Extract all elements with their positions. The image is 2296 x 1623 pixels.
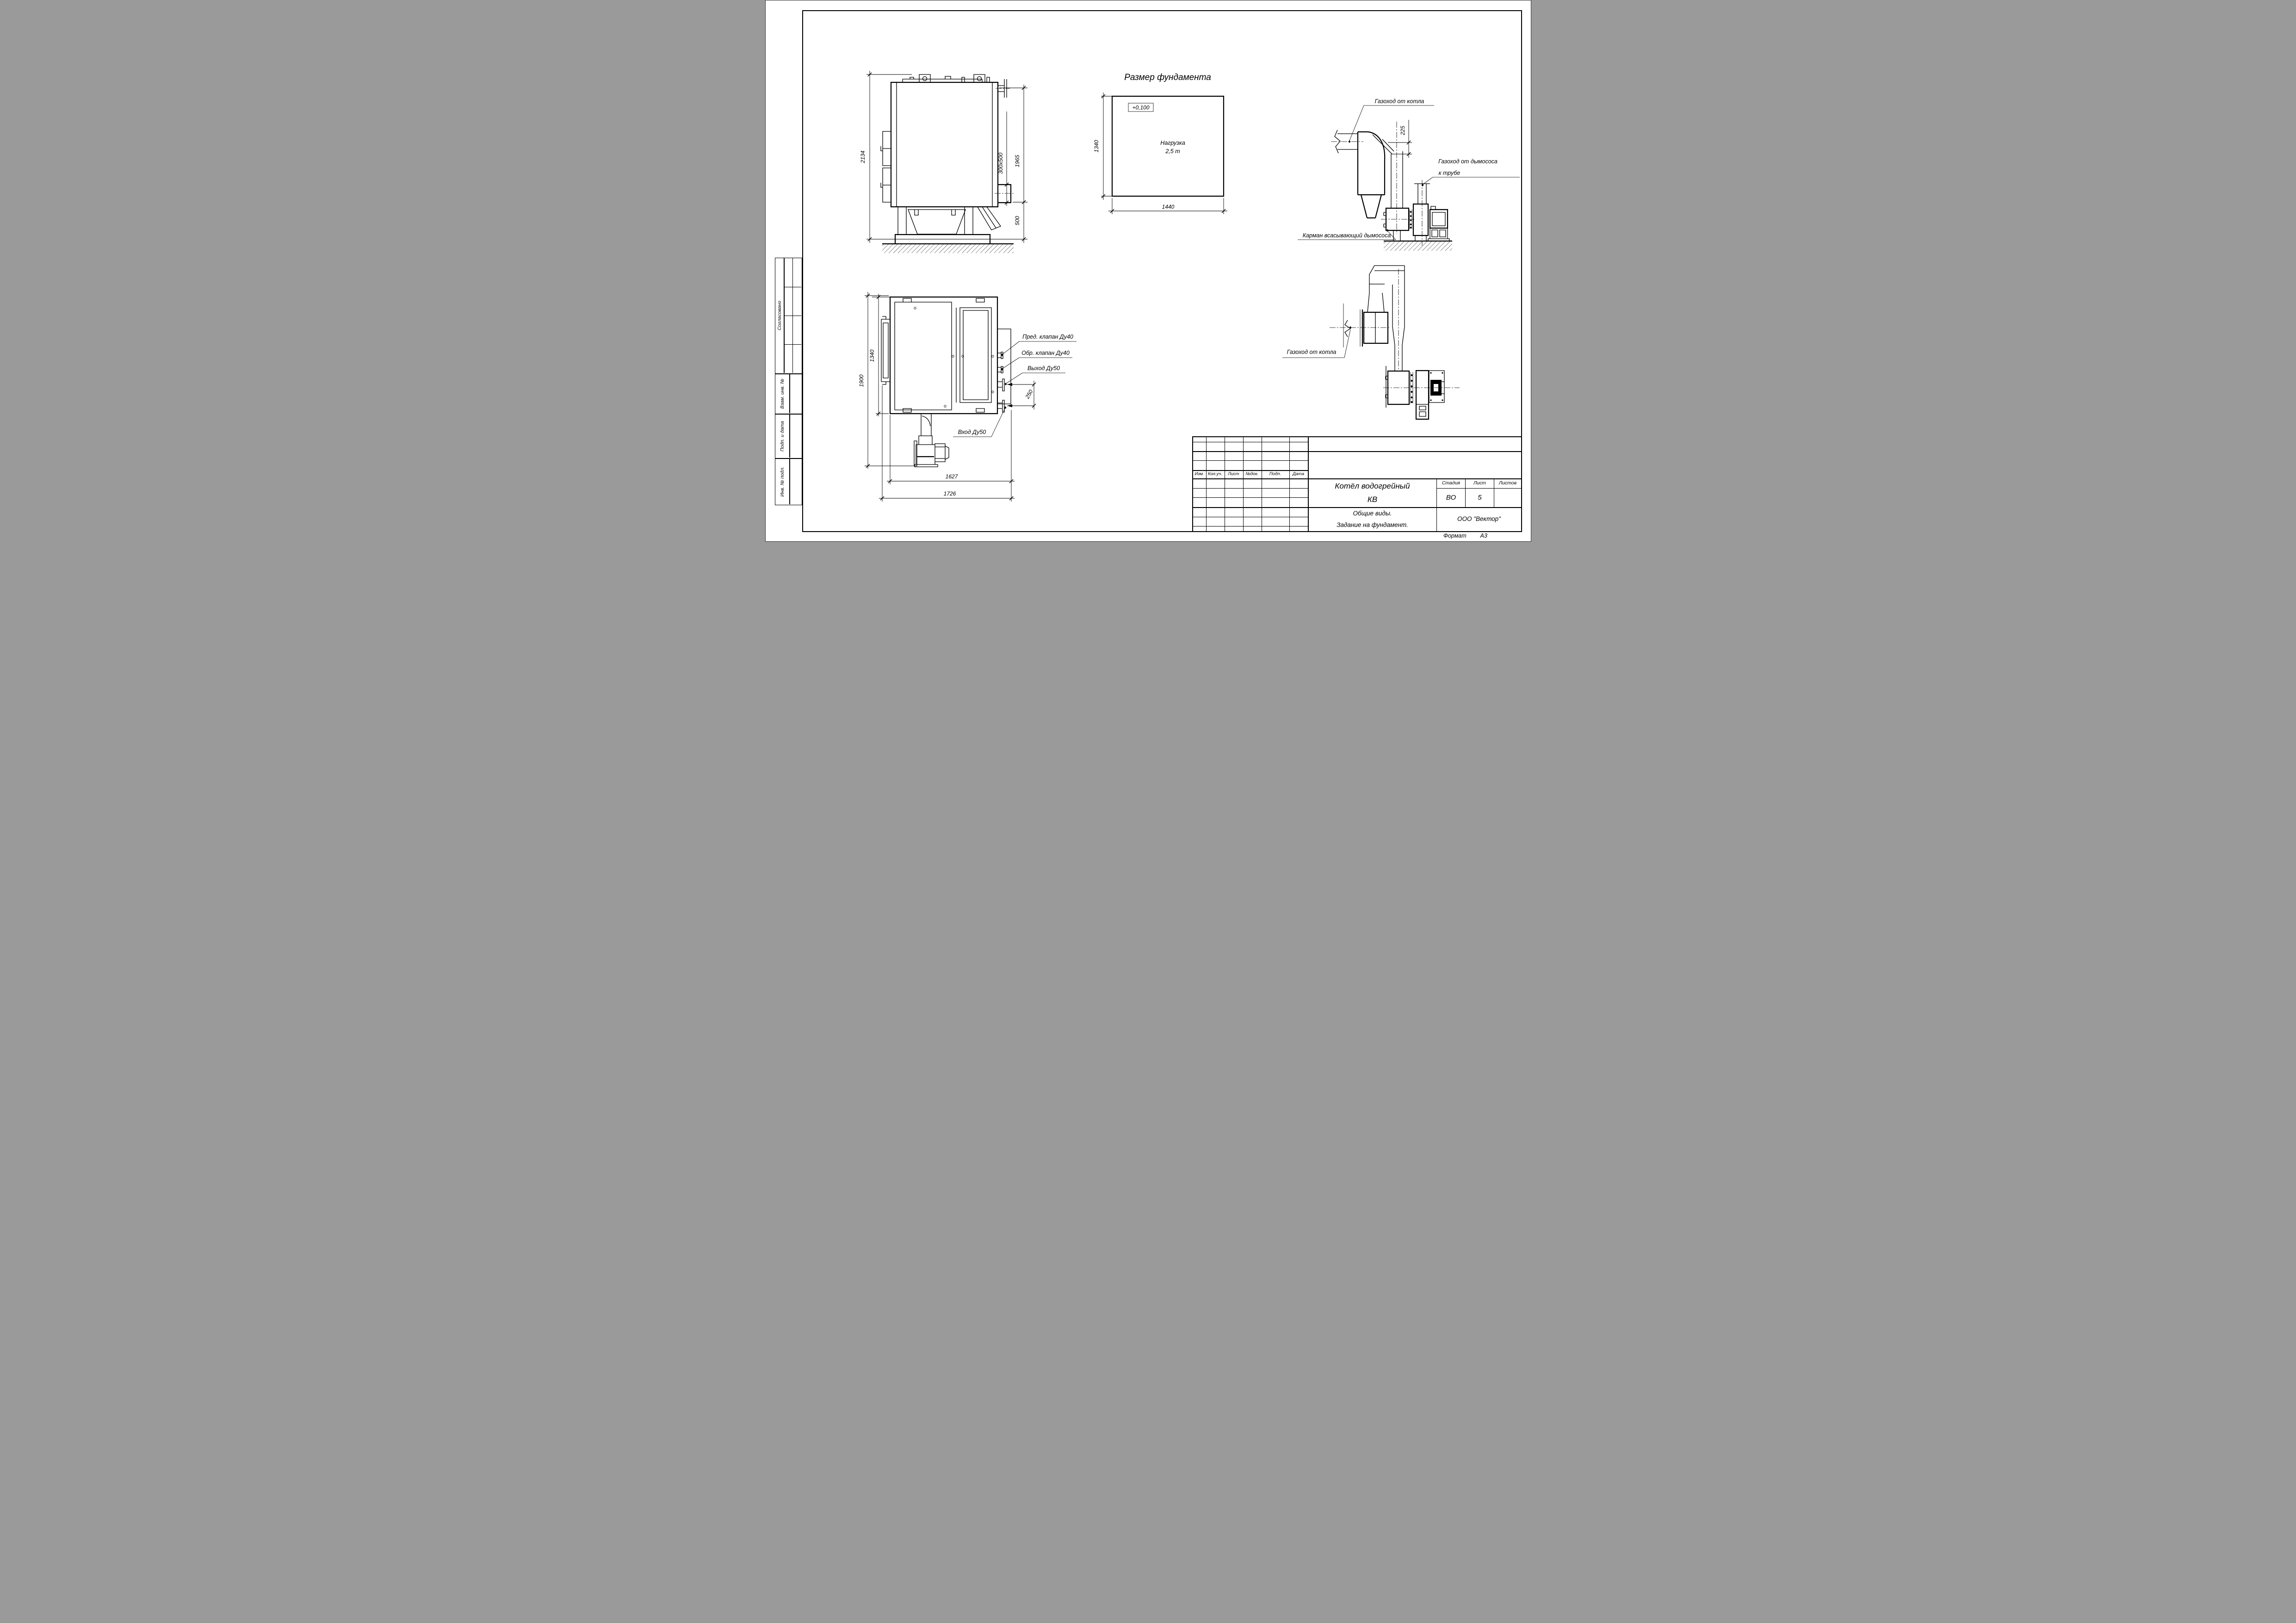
dim-225: 225 xyxy=(1399,125,1406,136)
label-flue-from-boiler: Газоход от котла xyxy=(1374,98,1424,105)
flue-elevation-view xyxy=(1298,98,1520,251)
sign-date-label: Подп. и дата xyxy=(779,421,785,452)
boiler-plan-view xyxy=(858,292,1077,502)
leader-arrow-plan xyxy=(1349,326,1351,329)
format-label: Формат xyxy=(1443,533,1467,539)
approved-label: Согласовано xyxy=(776,300,782,331)
plan-elbow xyxy=(1368,266,1405,371)
leader-flue-to-stack xyxy=(1423,177,1520,185)
flue-elbow xyxy=(1373,135,1430,241)
tb-col-koluch: Кол.уч. xyxy=(1208,471,1222,477)
flue-plan-view xyxy=(1282,266,1460,419)
label-flue-to-stack-1: Газоход от дымососа xyxy=(1438,158,1498,165)
tb-doc-title-line2: КВ xyxy=(1367,495,1378,504)
tb-stage-label: Стадия xyxy=(1442,480,1461,486)
fan-motor-details xyxy=(1428,206,1449,241)
flange-bolt xyxy=(1411,374,1412,376)
format-value: А3 xyxy=(1480,533,1487,539)
level-mark: +0,100 xyxy=(1132,104,1150,111)
load-line2: 2,5 т xyxy=(1165,148,1180,155)
plan-bolt xyxy=(944,405,946,407)
flange-bolt xyxy=(1410,223,1411,225)
plan-bolt xyxy=(991,391,993,393)
cyclone xyxy=(1358,132,1385,218)
frame-bolt xyxy=(1442,372,1443,373)
plan-fan-foot xyxy=(1416,404,1429,416)
tb-col-data: Дата xyxy=(1292,471,1305,477)
dim-500: 500 xyxy=(1014,216,1021,226)
label-inlet: Вход Ду50 xyxy=(958,429,986,435)
flange-bolt xyxy=(1410,219,1411,221)
flange-bolt xyxy=(1411,380,1412,382)
plan-bolt xyxy=(952,355,953,357)
lifting-lug-hole xyxy=(977,77,981,81)
ground-hatch xyxy=(882,244,1014,253)
flange-bolt xyxy=(1410,227,1411,229)
foundation-title: Размер фундамента xyxy=(1124,73,1211,82)
plan-dim-arrows xyxy=(1007,383,1012,407)
dim-1900: 1900 xyxy=(858,374,865,387)
tb-stage-value: ВО xyxy=(1446,493,1456,502)
tb-doc-title-line1: Котёл водогрейный xyxy=(1335,482,1410,491)
flange-bolt xyxy=(1411,391,1412,393)
boiler-elevation-view xyxy=(860,71,1027,253)
drawing-sheet xyxy=(765,0,1531,542)
frame-bolt xyxy=(1442,399,1443,401)
tb-subtitle-line2: Задание на фундамент. xyxy=(1337,521,1408,529)
replace-inv-label: Взам. инв. № xyxy=(779,378,785,409)
dim-300x500: 300x500 xyxy=(997,152,1004,174)
drawing-canvas xyxy=(766,0,1531,541)
flange-bolt xyxy=(1411,385,1412,387)
label-suction-pocket: Карман всасывающий дымососа xyxy=(1302,232,1391,239)
plan-dim-ticks xyxy=(866,294,1036,500)
flange-bolt xyxy=(1411,401,1412,403)
leader-flue-from-boiler xyxy=(1349,105,1434,141)
fan-casing xyxy=(1413,204,1428,235)
tb-sheet-label: Лист xyxy=(1473,480,1486,486)
label-safety-valve: Пред. клапан Ду40 xyxy=(1022,334,1073,340)
leader-outlet xyxy=(1007,373,1065,383)
flange-bolt xyxy=(1410,211,1411,213)
burner-assembly xyxy=(914,414,949,467)
plan-nozzles xyxy=(997,352,1004,412)
plan-bolt xyxy=(991,355,993,357)
dim-250: 250 xyxy=(1023,388,1034,400)
tb-col-podp: Подп. xyxy=(1269,471,1281,477)
tb-company: ООО "Вектор" xyxy=(1457,515,1501,522)
foundation-outline xyxy=(1112,96,1224,196)
label-outlet: Выход Ду50 xyxy=(1027,365,1060,372)
label-check-valve: Обр. клапан Ду40 xyxy=(1021,350,1070,356)
dim-1726: 1726 xyxy=(943,490,956,497)
plan-break xyxy=(1345,320,1350,337)
tb-col-list: Лист xyxy=(1228,471,1239,477)
foundation-view xyxy=(1093,73,1227,214)
foundation-dim-ticks xyxy=(1102,94,1225,213)
flue-ground-hatch xyxy=(1384,242,1452,251)
label-flue-from-boiler-plan: Газоход от котла xyxy=(1287,349,1336,355)
plan-bolt xyxy=(914,307,916,309)
frame-bolt xyxy=(1430,399,1431,401)
plan-leader-arrows xyxy=(1001,353,1007,409)
frame-bolt xyxy=(1430,372,1431,373)
tb-sheets-label: Листов xyxy=(1498,480,1517,486)
dim-1965: 1965 xyxy=(1014,155,1021,167)
dim-1627: 1627 xyxy=(945,473,958,480)
flange-bolt xyxy=(1411,396,1412,398)
flange-bolt xyxy=(1410,215,1411,217)
dim-2134: 2134 xyxy=(859,150,866,163)
tb-col-ndok: №док. xyxy=(1245,471,1259,477)
tb-subtitle-line1: Общие виды. xyxy=(1353,510,1392,517)
load-line1: Нагрузка xyxy=(1160,140,1185,146)
flue-dim-lines xyxy=(1388,120,1412,158)
plan-inner xyxy=(881,298,1011,412)
tb-col-izm: Изм. xyxy=(1194,471,1204,477)
dim-1340-foundation: 1340 xyxy=(1093,140,1100,153)
dim-1340-plan: 1340 xyxy=(868,349,875,362)
plan-outline xyxy=(890,297,997,414)
inv-orig-label: Инв. № подл. xyxy=(779,466,785,497)
lifting-lug-hole xyxy=(922,77,927,81)
dim-1440: 1440 xyxy=(1162,204,1174,210)
tb-sheet-value: 5 xyxy=(1478,493,1482,502)
label-flue-to-stack-2: к трубе xyxy=(1438,170,1460,176)
boiler-body xyxy=(882,82,1014,244)
boiler-details xyxy=(881,74,1007,235)
